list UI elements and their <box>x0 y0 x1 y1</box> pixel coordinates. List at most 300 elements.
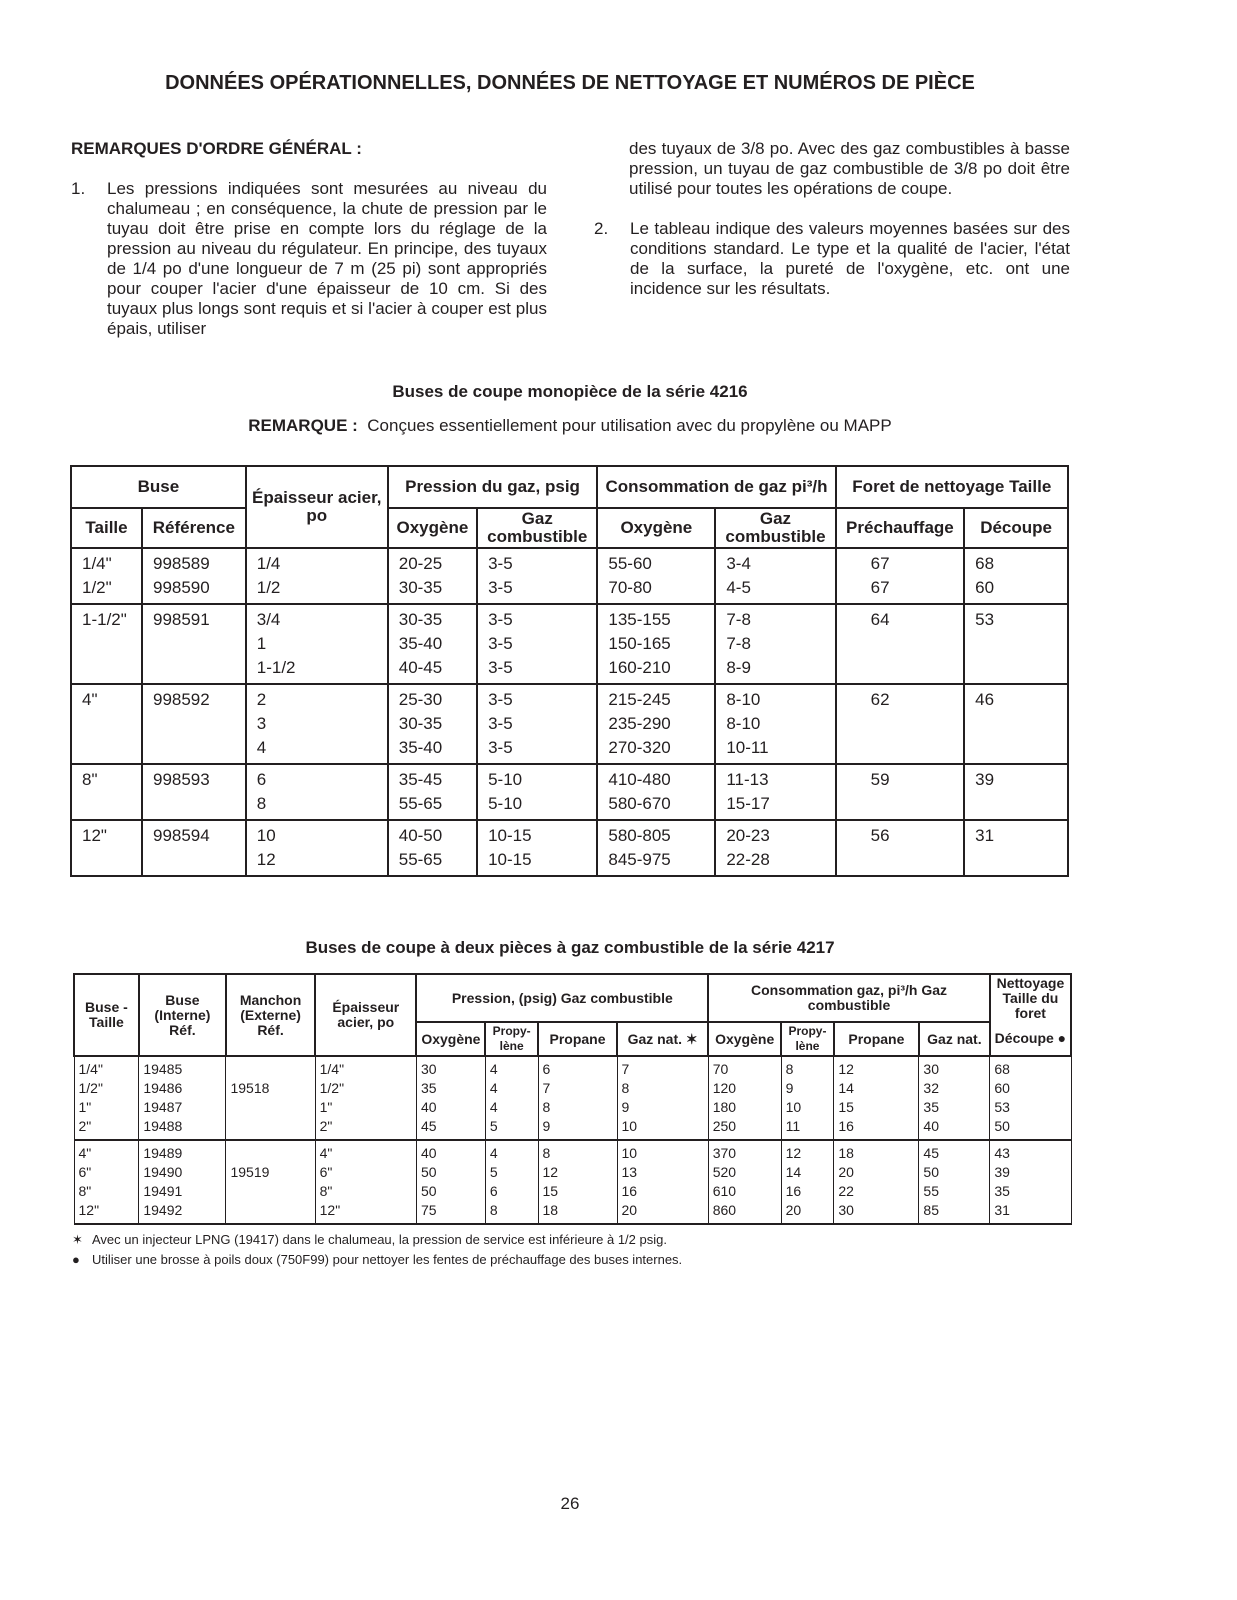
cell-value: 4 <box>489 1145 498 1161</box>
cell-value: 70 <box>712 1061 729 1077</box>
series-4217-table <box>73 973 1072 1225</box>
cell-value: 4 <box>489 1099 498 1115</box>
cell-value: 39 <box>975 770 995 789</box>
cell-value: 35 <box>923 1099 939 1115</box>
cell-value: 1/2" <box>82 578 112 597</box>
cell-taille <box>74 1056 139 1140</box>
note-label: REMARQUE : <box>248 416 358 435</box>
cell-p_oxy <box>416 1140 485 1224</box>
cell-value <box>230 1144 310 1163</box>
cell-value: 3-5 <box>488 634 513 653</box>
cell-taille <box>71 684 142 764</box>
cell-value: 8-10 <box>726 690 761 709</box>
cell-value: 4 <box>489 1061 498 1077</box>
cell-value: 7 <box>542 1080 551 1096</box>
cell-value: 1" <box>78 1099 92 1115</box>
cell-value: 270-320 <box>608 738 671 757</box>
cell-value: 11 <box>785 1118 801 1134</box>
cell-p_propane <box>538 1140 617 1224</box>
cell-value: 68 <box>994 1061 1010 1077</box>
page-title: DONNÉES OPÉRATIONNELLES, DONNÉES DE NETTOYAGE ET NUMÉROS DE PIÈCE <box>165 72 975 94</box>
cell-value: 30-35 <box>398 610 443 629</box>
cell-value: 53 <box>994 1099 1010 1115</box>
cell-value: 12 <box>542 1164 559 1180</box>
cell-value: 1/4" <box>82 554 112 573</box>
cell-value: 250 <box>712 1118 737 1134</box>
cell-value: 67 <box>870 578 890 597</box>
cell-value <box>230 1201 310 1220</box>
cell-c_gaz <box>715 604 835 684</box>
cell-value: 6 <box>256 770 267 789</box>
cell-value: 6 <box>489 1183 498 1199</box>
cell-value: 998591 <box>152 610 210 629</box>
cell-c_gaznat <box>919 1140 990 1224</box>
footnote-star <box>72 1232 667 1248</box>
cell-value: 30-35 <box>398 578 443 597</box>
cell-value: 8-9 <box>726 658 751 677</box>
cell-value: 7-8 <box>726 634 751 653</box>
cell-manchon <box>226 1056 315 1140</box>
cell-value: 18 <box>542 1202 559 1218</box>
remark-item-1-continued: des tuyaux de 3/8 po. Avec des gaz combustibles à basse pression, un tuyau de gaz combustible de 3/8 po doit être utilisé pour toutes les opérations de coupe. <box>629 139 1070 198</box>
cell-value: 20 <box>621 1202 638 1218</box>
cell-value: 40 <box>420 1145 437 1161</box>
header-p-oxygene: Oxygène <box>416 1022 485 1056</box>
cell-value: 32 <box>923 1080 939 1096</box>
cell-value: 8 <box>542 1099 551 1115</box>
cell-value: 40 <box>923 1118 939 1134</box>
cell-value: 8 <box>489 1202 498 1218</box>
cell-value: 30 <box>838 1202 854 1218</box>
cell-ep <box>246 764 388 820</box>
cell-value: 1/2 <box>256 578 281 597</box>
cell-value: 845-975 <box>608 850 671 869</box>
cell-value: 19518 <box>230 1080 270 1096</box>
cell-value: 8-10 <box>726 714 761 733</box>
cell-value: 35 <box>420 1080 437 1096</box>
cell-ep <box>246 548 388 604</box>
header-conso-oxygene: Oxygène <box>597 508 715 548</box>
header-conso-gaz: Gaz combustible <box>715 508 835 548</box>
cell-value: 370 <box>712 1145 737 1161</box>
cell-value: 50 <box>994 1118 1010 1134</box>
remark-text: Le tableau indique des valeurs moyennes basées sur des conditions standard. Le type et la qualité de l'acier, l'état de la surface, la pureté de l'oxygène, etc. ont une incidence sur les résultats. <box>630 219 1070 298</box>
cell-value: 64 <box>870 610 890 629</box>
header-c-gaznat: Gaz nat. <box>919 1022 990 1056</box>
cell-value: 16 <box>785 1183 802 1199</box>
cell-pre <box>836 548 965 604</box>
cell-value: 5-10 <box>488 794 523 813</box>
cell-value: 3-5 <box>488 610 513 629</box>
cell-c_propane <box>834 1140 919 1224</box>
cell-value: 8 <box>256 794 267 813</box>
cell-value: 520 <box>712 1164 737 1180</box>
cell-value: 4 <box>256 738 267 757</box>
header-decoupe: Découpe <box>964 508 1068 548</box>
remark-number: 1. <box>71 179 86 198</box>
page-number: 26 <box>560 1494 580 1513</box>
cell-value: 9 <box>542 1118 551 1134</box>
cell-value: 150-165 <box>608 634 671 653</box>
cell-p_oxy <box>388 684 477 764</box>
cell-value: 8 <box>621 1080 630 1096</box>
cell-value: 40-50 <box>398 826 443 845</box>
cell-value: 50 <box>420 1183 437 1199</box>
cell-value: 25-30 <box>398 690 443 709</box>
cell-p_oxy <box>388 820 477 876</box>
cell-c_gaz <box>715 820 835 876</box>
cell-c_oxy <box>597 548 715 604</box>
cell-value: 10 <box>785 1099 802 1115</box>
cell-value: 19488 <box>143 1118 183 1134</box>
cell-pre <box>836 764 965 820</box>
cell-value: 60 <box>994 1080 1010 1096</box>
cell-value: 19490 <box>143 1164 183 1180</box>
cell-value: 10 <box>621 1118 638 1134</box>
cell-value: 135-155 <box>608 610 671 629</box>
table1-note <box>0 416 1140 436</box>
cell-value: 12" <box>78 1202 100 1218</box>
cell-value: 8" <box>82 770 98 789</box>
cell-value: 10 <box>621 1145 638 1161</box>
cell-p_oxy <box>388 764 477 820</box>
cell-ep <box>246 604 388 684</box>
cell-value: 998594 <box>152 826 210 845</box>
cell-value: 5-10 <box>488 770 523 789</box>
cell-value: 19486 <box>143 1080 183 1096</box>
cell-value: 1 <box>256 634 267 653</box>
cell-c_gaz <box>715 684 835 764</box>
cell-c_oxy <box>597 684 715 764</box>
cell-value: 4" <box>82 690 98 709</box>
cell-value: 3 <box>256 714 267 733</box>
header-consommation: Consommation de gaz pi³/h <box>597 466 835 508</box>
cell-value: 3-5 <box>488 690 513 709</box>
remark-item-1 <box>71 179 547 339</box>
header-foret: Foret de nettoyage Taille <box>836 466 1068 508</box>
cell-value: 12 <box>256 850 276 869</box>
cell-value: 180 <box>712 1099 737 1115</box>
cell-value: 235-290 <box>608 714 671 733</box>
cell-p_propy <box>485 1056 538 1140</box>
cell-value: 860 <box>712 1202 737 1218</box>
cell-value: 6" <box>78 1164 92 1180</box>
cell-pre <box>836 604 965 684</box>
cell-foret <box>990 1140 1071 1224</box>
header-c-oxygene: Oxygène <box>708 1022 781 1056</box>
cell-value: 1" <box>319 1099 333 1115</box>
cell-value: 12 <box>838 1061 854 1077</box>
cell-interne <box>139 1140 226 1224</box>
cell-pre <box>836 820 965 876</box>
cell-value: 11-13 <box>726 770 769 789</box>
cell-value: 20-25 <box>398 554 443 573</box>
cell-manchon <box>226 1140 315 1224</box>
cell-value: 7-8 <box>726 610 751 629</box>
cell-value: 3-5 <box>488 658 513 677</box>
cell-value: 40 <box>420 1099 437 1115</box>
cell-p_gaz <box>477 604 597 684</box>
header-buse: Buse <box>71 466 246 508</box>
cell-value: 3-5 <box>488 554 513 573</box>
header-prechauffage: Préchauffage <box>836 508 965 548</box>
cell-p_gaz <box>477 764 597 820</box>
table-row <box>71 604 1068 684</box>
cell-value: 998589 <box>152 554 210 573</box>
table2-title: Buses de coupe à deux pièces à gaz combustible de la série 4217 <box>305 938 835 957</box>
table-row <box>71 548 1068 604</box>
cell-value: 580-670 <box>608 794 671 813</box>
cell-c_oxy <box>597 764 715 820</box>
cell-value: 35-40 <box>398 634 443 653</box>
cell-value: 3/4 <box>256 610 281 629</box>
cell-value: 40-45 <box>398 658 443 677</box>
table-row <box>71 820 1068 876</box>
header-consommation: Consommation gaz, pi³/h Gaz combustible <box>708 974 990 1022</box>
cell-value: 45 <box>420 1118 437 1134</box>
cell-ref <box>142 684 246 764</box>
cell-value: 55 <box>923 1183 939 1199</box>
cell-ep <box>246 820 388 876</box>
cell-value <box>230 1060 310 1079</box>
cell-value: 30-35 <box>398 714 443 733</box>
cell-value: 20 <box>838 1164 854 1180</box>
cell-value: 12" <box>319 1202 341 1218</box>
cell-value: 10-15 <box>488 826 532 845</box>
cell-value: 30 <box>923 1061 939 1077</box>
cell-value: 14 <box>785 1164 802 1180</box>
header-pression-oxygene: Oxygène <box>388 508 477 548</box>
cell-taille <box>71 548 142 604</box>
cell-value: 12 <box>785 1145 802 1161</box>
cell-value: 998590 <box>152 578 210 597</box>
header-pression: Pression du gaz, psig <box>388 466 598 508</box>
cell-value: 70-80 <box>608 578 652 597</box>
cell-ref <box>142 548 246 604</box>
cell-c_gaz <box>715 548 835 604</box>
cell-p_gaznat <box>617 1056 708 1140</box>
cell-c_propane <box>834 1056 919 1140</box>
cell-value: 16 <box>621 1183 638 1199</box>
cell-value: 56 <box>870 826 890 845</box>
bullet-icon: ● <box>72 1252 80 1267</box>
cell-value: 1/4 <box>256 554 281 573</box>
cell-value: 6" <box>319 1164 333 1180</box>
cell-c_gaz <box>715 764 835 820</box>
cell-value: 2" <box>78 1118 92 1134</box>
header-manchon: Manchon (Externe) Réf. <box>226 974 315 1056</box>
cell-value: 5 <box>489 1164 498 1180</box>
cell-interne <box>139 1056 226 1140</box>
cell-value: 22 <box>838 1183 854 1199</box>
header-c-propane: Propane <box>834 1022 919 1056</box>
cell-value: 19487 <box>143 1099 183 1115</box>
cell-taille <box>71 604 142 684</box>
cell-value: 46 <box>975 690 995 709</box>
cell-ref <box>142 764 246 820</box>
cell-dec <box>964 548 1068 604</box>
cell-value: 8" <box>319 1183 333 1199</box>
cell-dec <box>964 604 1068 684</box>
header-p-propylene: Propy- lène <box>485 1022 538 1056</box>
general-remarks-right <box>594 139 1070 299</box>
cell-pre <box>836 684 965 764</box>
header-taille: Taille <box>71 508 142 548</box>
star-icon: ✶ <box>72 1232 83 1247</box>
cell-value: 3-5 <box>488 714 513 733</box>
cell-value: 215-245 <box>608 690 671 709</box>
cell-value: 14 <box>838 1080 854 1096</box>
cell-c_oxy <box>597 604 715 684</box>
header-buse-interne: Buse (Interne) Réf. <box>139 974 226 1056</box>
cell-value: 15 <box>542 1183 559 1199</box>
cell-value: 68 <box>975 554 995 573</box>
cell-value: 6 <box>542 1061 551 1077</box>
cell-value: 85 <box>923 1202 939 1218</box>
cell-c_oxy <box>708 1056 781 1140</box>
cell-value: 20 <box>785 1202 802 1218</box>
table1-title: Buses de coupe monopièce de la série 4216 <box>392 382 748 401</box>
cell-value: 998593 <box>152 770 210 789</box>
cell-ref <box>142 604 246 684</box>
cell-value: 1-1/2" <box>82 610 127 629</box>
cell-value: 1-1/2 <box>256 658 296 677</box>
footnote-text: Utiliser une brosse à poils doux (750F99) pour nettoyer les fentes de préchauffage des buses internes. <box>92 1252 683 1267</box>
cell-value: 160-210 <box>608 658 671 677</box>
cell-c_propy <box>781 1140 834 1224</box>
cell-value: 3-5 <box>488 578 513 597</box>
note-text: Conçues essentiellement pour utilisation avec du propylène ou MAPP <box>367 416 892 435</box>
cell-value: 31 <box>975 826 995 845</box>
cell-value <box>230 1098 310 1117</box>
cell-p_gaz <box>477 548 597 604</box>
cell-value: 9 <box>785 1080 794 1096</box>
cell-value: 3-5 <box>488 738 513 757</box>
table-row <box>74 1056 1071 1140</box>
cell-value: 55-60 <box>608 554 652 573</box>
cell-p_gaz <box>477 684 597 764</box>
header-p-gaznat: Gaz nat. ✶ <box>617 1022 708 1056</box>
cell-value: 50 <box>923 1164 939 1180</box>
cell-value: 10-11 <box>726 738 769 757</box>
cell-value: 53 <box>975 610 995 629</box>
header-reference: Référence <box>142 508 246 548</box>
cell-value: 998592 <box>152 690 210 709</box>
header-buse-taille: Buse - Taille <box>74 974 139 1056</box>
cell-value: 16 <box>838 1118 854 1134</box>
cell-foret <box>990 1056 1071 1140</box>
cell-value: 120 <box>712 1080 737 1096</box>
cell-value: 4" <box>78 1145 92 1161</box>
cell-value: 4-5 <box>726 578 751 597</box>
cell-value: 8 <box>785 1061 794 1077</box>
cell-value: 50 <box>420 1164 437 1180</box>
cell-value: 19491 <box>143 1183 183 1199</box>
general-remarks-left <box>71 139 547 339</box>
cell-dec <box>964 764 1068 820</box>
cell-value: 22-28 <box>726 850 770 869</box>
table-row <box>71 684 1068 764</box>
cell-value: 8 <box>542 1145 551 1161</box>
cell-value: 35 <box>994 1183 1010 1199</box>
cell-c_gaznat <box>919 1056 990 1140</box>
cell-ep <box>315 1056 416 1140</box>
cell-value: 19492 <box>143 1202 183 1218</box>
cell-value: 12" <box>82 826 107 845</box>
cell-value: 35-40 <box>398 738 443 757</box>
cell-c_oxy <box>708 1140 781 1224</box>
cell-c_oxy <box>597 820 715 876</box>
header-c-propylene: Propy- lène <box>781 1022 834 1056</box>
cell-taille <box>71 820 142 876</box>
cell-value: 4" <box>319 1145 333 1161</box>
cell-c_propy <box>781 1056 834 1140</box>
cell-ep <box>246 684 388 764</box>
cell-value: 15 <box>838 1099 854 1115</box>
cell-value: 59 <box>870 770 890 789</box>
cell-value: 19489 <box>143 1145 183 1161</box>
cell-p_gaznat <box>617 1140 708 1224</box>
series-4216-table <box>70 465 1069 877</box>
table-row <box>74 1140 1071 1224</box>
cell-value: 75 <box>420 1202 437 1218</box>
cell-p_propy <box>485 1140 538 1224</box>
cell-value: 9 <box>621 1099 630 1115</box>
cell-p_gaz <box>477 820 597 876</box>
cell-dec <box>964 820 1068 876</box>
cell-value: 1/4" <box>319 1061 345 1077</box>
cell-value: 19485 <box>143 1061 183 1077</box>
cell-value: 13 <box>621 1164 638 1180</box>
cell-p_oxy <box>388 604 477 684</box>
cell-p_oxy <box>388 548 477 604</box>
cell-value: 20-23 <box>726 826 770 845</box>
cell-dec <box>964 684 1068 764</box>
cell-value: 410-480 <box>608 770 671 789</box>
cell-value: 7 <box>621 1061 630 1077</box>
remark-number: 2. <box>594 219 609 238</box>
cell-value <box>230 1182 310 1201</box>
cell-value: 30 <box>420 1061 437 1077</box>
cell-ep <box>315 1140 416 1224</box>
cell-value: 60 <box>975 578 995 597</box>
cell-value: 55-65 <box>398 794 443 813</box>
table-row <box>71 764 1068 820</box>
cell-value: 4 <box>489 1080 498 1096</box>
cell-value: 15-17 <box>726 794 770 813</box>
cell-value: 18 <box>838 1145 854 1161</box>
footnote-dot <box>72 1252 682 1267</box>
cell-value: 8" <box>78 1183 92 1199</box>
remark-item-2 <box>594 219 1070 299</box>
header-p-propane: Propane <box>538 1022 617 1056</box>
cell-value: 10-15 <box>488 850 532 869</box>
cell-value: 1/4" <box>78 1061 103 1077</box>
cell-value: 35-45 <box>398 770 443 789</box>
cell-taille <box>71 764 142 820</box>
cell-p_oxy <box>416 1056 485 1140</box>
remark-text: Les pressions indiquées sont mesurées au niveau du chalumeau ; en conséquence, la chute de pression par le tuyau doit être prise en compte lors du réglage de la pression au niveau du régulateur. En principe, des tuyaux de 1/4 po d'une longueur de 7 m (25 pi) sont appropriés pour couper l'acier d'une épaisseur de 10 cm. Si des tuyaux plus longs sont requis et si l'acier à couper est plus épais, utiliser <box>107 179 547 338</box>
general-remarks-heading: REMARQUES D'ORDRE GÉNÉRAL : <box>71 139 362 158</box>
cell-value: 610 <box>712 1183 737 1199</box>
cell-value: 3-4 <box>726 554 751 573</box>
header-pression-gaz: Gaz combustible <box>477 508 597 548</box>
cell-value: 10 <box>256 826 276 845</box>
cell-taille <box>74 1140 139 1224</box>
cell-value: 5 <box>489 1118 498 1134</box>
cell-ref <box>142 820 246 876</box>
cell-value: 1/2" <box>78 1080 103 1096</box>
